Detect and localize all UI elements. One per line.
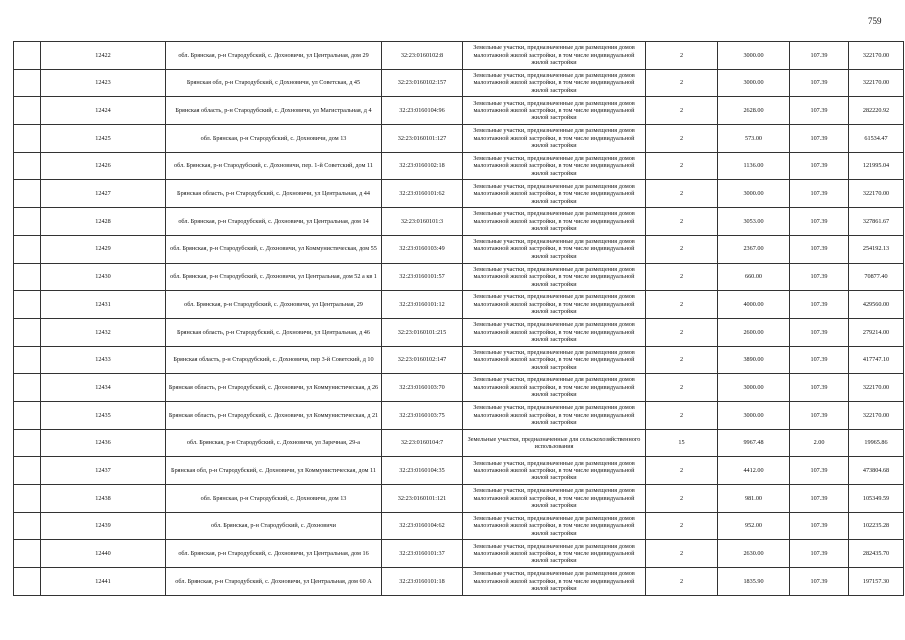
- land-use-cell: Земельные участки, предназначенные для размещения домов малоэтажной жилой застройки, в том числе индивидуальной жилой застройки: [463, 125, 646, 153]
- cadastral-value-cell: 197157.30: [849, 568, 904, 596]
- cadastral-value-cell: 322170.00: [849, 180, 904, 208]
- land-use-cell: Земельные участки, предназначенные для размещения домов малоэтажной жилой застройки, в том числе индивидуальной жилой застройки: [463, 374, 646, 402]
- rate-cell: 107.39: [790, 263, 849, 291]
- land-use-cell: Земельные участки, предназначенные для размещения домов малоэтажной жилой застройки, в том числе индивидуальной жилой застройки: [463, 69, 646, 97]
- land-use-cell: Земельные участки, предназначенные для размещения домов малоэтажной жилой застройки, в том числе индивидуальной жилой застройки: [463, 318, 646, 346]
- cadastral-value-cell: 19965.86: [849, 429, 904, 457]
- address-cell: обл. Брянская, р-н Стародубский, с. Дохновичи, ул Центральная, дом 14: [166, 208, 382, 236]
- cadastral-number-cell: 32:23:0160101:215: [382, 318, 463, 346]
- rate-cell: 107.39: [790, 125, 849, 153]
- area-cell: 4000.00: [718, 291, 790, 319]
- table-row: [14, 125, 904, 153]
- cadastral-value-cell: 70877.40: [849, 263, 904, 291]
- cadastral-value-cell: 102235.28: [849, 512, 904, 540]
- cadastral-number-cell: 32:23:0160101:127: [382, 125, 463, 153]
- rate-cell: 2.00: [790, 429, 849, 457]
- land-use-cell: Земельные участки, предназначенные для размещения домов малоэтажной жилой застройки, в том числе индивидуальной жилой застройки: [463, 263, 646, 291]
- area-cell: 9967.48: [718, 429, 790, 457]
- land-use-cell: Земельные участки, предназначенные для размещения домов малоэтажной жилой застройки, в том числе индивидуальной жилой застройки: [463, 512, 646, 540]
- group-cell: 2: [646, 374, 718, 402]
- rate-cell: 107.39: [790, 208, 849, 236]
- address-cell: Брянская область, р-н Стародубский, с. Дохновичи, ул Центральная, д 44: [166, 180, 382, 208]
- cadastral-number-cell: 32:23:0160102:157: [382, 69, 463, 97]
- rate-cell: 107.39: [790, 42, 849, 70]
- table-row: [14, 152, 904, 180]
- cadastral-number-cell: 32:23:0160102:147: [382, 346, 463, 374]
- page-number: 759: [868, 16, 882, 26]
- address-cell: обл. Брянская, р-н Стародубский, с. Дохновичи, ул Центральная, дом 16: [166, 540, 382, 568]
- row-number-cell: 12434: [41, 374, 166, 402]
- group-cell: 2: [646, 318, 718, 346]
- cadastral-value-cell: 282220.92: [849, 97, 904, 125]
- table-row: [14, 346, 904, 374]
- group-cell: 2: [646, 42, 718, 70]
- rate-cell: 107.39: [790, 235, 849, 263]
- address-cell: Брянская область, р-н Стародубский, с. Дохновичи, ул Коммунистическая, д 21: [166, 401, 382, 429]
- row-number-cell: 12438: [41, 485, 166, 513]
- land-use-cell: Земельные участки, предназначенные для размещения домов малоэтажной жилой застройки, в том числе индивидуальной жилой застройки: [463, 346, 646, 374]
- cadastral-value-cell: 322170.00: [849, 401, 904, 429]
- area-cell: 3000.00: [718, 401, 790, 429]
- address-cell: обл. Брянская, р-н Стародубский, с. Дохновичи, ул Коммунистическая, дом 55: [166, 235, 382, 263]
- cadastral-value-cell: 417747.10: [849, 346, 904, 374]
- row-number-cell: 12437: [41, 457, 166, 485]
- cadastral-number-cell: 32:23:0160104:35: [382, 457, 463, 485]
- row-number-cell: 12422: [41, 42, 166, 70]
- blank-cell: [14, 263, 41, 291]
- row-number-cell: 12429: [41, 235, 166, 263]
- row-number-cell: 12439: [41, 512, 166, 540]
- land-use-cell: Земельные участки, предназначенные для размещения домов малоэтажной жилой застройки, в том числе индивидуальной жилой застройки: [463, 291, 646, 319]
- blank-cell: [14, 208, 41, 236]
- blank-cell: [14, 125, 41, 153]
- table-row: [14, 42, 904, 70]
- rate-cell: 107.39: [790, 512, 849, 540]
- area-cell: 3000.00: [718, 69, 790, 97]
- table-row: [14, 180, 904, 208]
- row-number-cell: 12428: [41, 208, 166, 236]
- land-use-cell: Земельные участки, предназначенные для размещения домов малоэтажной жилой застройки, в том числе индивидуальной жилой застройки: [463, 401, 646, 429]
- row-number-cell: 12426: [41, 152, 166, 180]
- blank-cell: [14, 152, 41, 180]
- area-cell: 3053.00: [718, 208, 790, 236]
- table-row: [14, 401, 904, 429]
- table-row: [14, 512, 904, 540]
- row-number-cell: 12435: [41, 401, 166, 429]
- blank-cell: [14, 42, 41, 70]
- cadastral-value-cell: 279214.00: [849, 318, 904, 346]
- land-use-cell: Земельные участки, предназначенные для размещения домов малоэтажной жилой застройки, в том числе индивидуальной жилой застройки: [463, 152, 646, 180]
- rate-cell: 107.39: [790, 97, 849, 125]
- land-use-cell: Земельные участки, предназначенные для размещения домов малоэтажной жилой застройки, в том числе индивидуальной жилой застройки: [463, 568, 646, 596]
- group-cell: 2: [646, 457, 718, 485]
- table-row: [14, 97, 904, 125]
- group-cell: 2: [646, 263, 718, 291]
- area-cell: 2628.00: [718, 97, 790, 125]
- cadastral-number-cell: 32:23:0160101:57: [382, 263, 463, 291]
- area-cell: 1835.90: [718, 568, 790, 596]
- table-row: [14, 263, 904, 291]
- row-number-cell: 12431: [41, 291, 166, 319]
- cadastral-number-cell: 32:23:0160101:62: [382, 180, 463, 208]
- land-use-cell: Земельные участки, предназначенные для размещения домов малоэтажной жилой застройки, в том числе индивидуальной жилой застройки: [463, 485, 646, 513]
- area-cell: 3890.00: [718, 346, 790, 374]
- rate-cell: 107.39: [790, 485, 849, 513]
- group-cell: 2: [646, 512, 718, 540]
- cadastral-number-cell: 32:23:0160104:96: [382, 97, 463, 125]
- row-number-cell: 12441: [41, 568, 166, 596]
- area-cell: 660.00: [718, 263, 790, 291]
- row-number-cell: 12436: [41, 429, 166, 457]
- table-row: [14, 457, 904, 485]
- cadastral-number-cell: 32:23:0160103:49: [382, 235, 463, 263]
- cadastral-number-cell: 32:23:0160104:7: [382, 429, 463, 457]
- address-cell: обл. Брянская, р-н Стародубский, с. Дохновичи, дом 13: [166, 125, 382, 153]
- address-cell: Брянская область, р-н Стародубский, с. Дохновичи, ул Центральная, д 46: [166, 318, 382, 346]
- blank-cell: [14, 291, 41, 319]
- address-cell: обл. Брянская, р-н Стародубский, с. Дохновичи, ул Центральная, 29: [166, 291, 382, 319]
- area-cell: 4412.00: [718, 457, 790, 485]
- group-cell: 2: [646, 69, 718, 97]
- blank-cell: [14, 97, 41, 125]
- cadastral-number-cell: 32:23:0160101:18: [382, 568, 463, 596]
- address-cell: Брянская область, р-н Стародубский, с. Дохновичи, ул Магистральная, д 4: [166, 97, 382, 125]
- group-cell: 2: [646, 540, 718, 568]
- rate-cell: 107.39: [790, 401, 849, 429]
- blank-cell: [14, 374, 41, 402]
- blank-cell: [14, 568, 41, 596]
- table-row: [14, 318, 904, 346]
- cadastral-number-cell: 32:23:0160101:121: [382, 485, 463, 513]
- cadastral-value-cell: 429560.00: [849, 291, 904, 319]
- address-cell: Брянская обл, р-н Стародубский, с. Дохновичи, ул Коммунистическая, дом 11: [166, 457, 382, 485]
- group-cell: 2: [646, 401, 718, 429]
- rate-cell: 107.39: [790, 346, 849, 374]
- area-cell: 1136.00: [718, 152, 790, 180]
- blank-cell: [14, 540, 41, 568]
- row-number-cell: 12424: [41, 97, 166, 125]
- blank-cell: [14, 180, 41, 208]
- blank-cell: [14, 512, 41, 540]
- area-cell: 3000.00: [718, 374, 790, 402]
- cadastral-value-cell: 327861.67: [849, 208, 904, 236]
- address-cell: обл. Брянская, р-н Стародубский, с. Дохновичи, ул Заречная, 29-а: [166, 429, 382, 457]
- row-number-cell: 12433: [41, 346, 166, 374]
- address-cell: Брянская обл, р-н Стародубский, с Дохновичи, ул Советская, д 45: [166, 69, 382, 97]
- cadastral-value-cell: 282435.70: [849, 540, 904, 568]
- table-row: [14, 429, 904, 457]
- cadastral-number-cell: 32:23:0160103:70: [382, 374, 463, 402]
- land-use-cell: Земельные участки, предназначенные для размещения домов малоэтажной жилой застройки, в том числе индивидуальной жилой застройки: [463, 540, 646, 568]
- land-use-cell: Земельные участки, предназначенные для размещения домов малоэтажной жилой застройки, в том числе индивидуальной жилой застройки: [463, 457, 646, 485]
- group-cell: 2: [646, 291, 718, 319]
- area-cell: 2367.00: [718, 235, 790, 263]
- cadastral-value-table: [13, 41, 904, 596]
- group-cell: 2: [646, 152, 718, 180]
- land-use-cell: Земельные участки, предназначенные для размещения домов малоэтажной жилой застройки, в том числе индивидуальной жилой застройки: [463, 42, 646, 70]
- area-cell: 3000.00: [718, 42, 790, 70]
- group-cell: 2: [646, 125, 718, 153]
- group-cell: 2: [646, 180, 718, 208]
- land-use-cell: Земельные участки, предназначенные для размещения домов малоэтажной жилой застройки, в том числе индивидуальной жилой застройки: [463, 180, 646, 208]
- address-cell: обл. Брянская, р-н Стародубский, с. Дохновичи: [166, 512, 382, 540]
- group-cell: 2: [646, 97, 718, 125]
- row-number-cell: 12432: [41, 318, 166, 346]
- rate-cell: 107.39: [790, 540, 849, 568]
- address-cell: обл. Брянская, р-н Стародубский, с. Дохновичи, ул Центральная, дом 60 А: [166, 568, 382, 596]
- area-cell: 981.00: [718, 485, 790, 513]
- cadastral-value-cell: 105349.59: [849, 485, 904, 513]
- blank-cell: [14, 485, 41, 513]
- land-use-cell: Земельные участки, предназначенные для размещения домов малоэтажной жилой застройки, в том числе индивидуальной жилой застройки: [463, 235, 646, 263]
- area-cell: 3000.00: [718, 180, 790, 208]
- land-use-cell: Земельные участки, предназначенные для размещения домов малоэтажной жилой застройки, в том числе индивидуальной жилой застройки: [463, 97, 646, 125]
- cadastral-number-cell: 32:23:0160103:75: [382, 401, 463, 429]
- area-cell: 573.00: [718, 125, 790, 153]
- area-cell: 2600.00: [718, 318, 790, 346]
- address-cell: обл. Брянская, р-н Стародубский, с. Дохновичи, пер. 1-й Советский, дом 11: [166, 152, 382, 180]
- address-cell: обл. Брянская, р-н Стародубский, с. Дохновичи, дом 13: [166, 485, 382, 513]
- row-number-cell: 12440: [41, 540, 166, 568]
- blank-cell: [14, 346, 41, 374]
- blank-cell: [14, 318, 41, 346]
- table-row: [14, 568, 904, 596]
- group-cell: 2: [646, 235, 718, 263]
- area-cell: 952.00: [718, 512, 790, 540]
- rate-cell: 107.39: [790, 69, 849, 97]
- address-cell: Брянская область, р-н Стародубский, с. Дохновичи, ул Коммунистическая, д 26: [166, 374, 382, 402]
- rate-cell: 107.39: [790, 291, 849, 319]
- rate-cell: 107.39: [790, 457, 849, 485]
- table-row: [14, 208, 904, 236]
- row-number-cell: 12425: [41, 125, 166, 153]
- address-cell: Брянская область, р-н Стародубский, с. Дохновичи, пер 3-й Советский, д 10: [166, 346, 382, 374]
- group-cell: 2: [646, 346, 718, 374]
- table-row: [14, 69, 904, 97]
- land-use-cell: Земельные участки, предназначенные для размещения домов малоэтажной жилой застройки, в том числе индивидуальной жилой застройки: [463, 208, 646, 236]
- address-cell: обл. Брянская, р-н Стародубский, с. Дохновичи, ул Центральная, дом 52 а кв 1: [166, 263, 382, 291]
- cadastral-number-cell: 32:23:0160102:18: [382, 152, 463, 180]
- table-row: [14, 485, 904, 513]
- row-number-cell: 12427: [41, 180, 166, 208]
- rate-cell: 107.39: [790, 568, 849, 596]
- cadastral-value-cell: 322170.00: [849, 69, 904, 97]
- group-cell: 2: [646, 208, 718, 236]
- row-number-cell: 12430: [41, 263, 166, 291]
- cadastral-number-cell: 32:23:0160101:3: [382, 208, 463, 236]
- cadastral-value-cell: 121995.04: [849, 152, 904, 180]
- cadastral-value-cell: 473804.68: [849, 457, 904, 485]
- rate-cell: 107.39: [790, 318, 849, 346]
- group-cell: 15: [646, 429, 718, 457]
- table-row: [14, 235, 904, 263]
- blank-cell: [14, 235, 41, 263]
- group-cell: 2: [646, 485, 718, 513]
- rate-cell: 107.39: [790, 152, 849, 180]
- cadastral-value-cell: 322170.00: [849, 42, 904, 70]
- rate-cell: 107.39: [790, 180, 849, 208]
- cadastral-number-cell: 32:23:0160101:12: [382, 291, 463, 319]
- table-row: [14, 374, 904, 402]
- cadastral-value-cell: 254192.13: [849, 235, 904, 263]
- blank-cell: [14, 429, 41, 457]
- cadastral-number-cell: 32:23:0160104:62: [382, 512, 463, 540]
- blank-cell: [14, 69, 41, 97]
- table-row: [14, 540, 904, 568]
- blank-cell: [14, 401, 41, 429]
- table-row: [14, 291, 904, 319]
- group-cell: 2: [646, 568, 718, 596]
- address-cell: обл. Брянская, р-н Стародубский, с. Дохновичи, ул Центральная, дом 29: [166, 42, 382, 70]
- area-cell: 2630.00: [718, 540, 790, 568]
- cadastral-number-cell: 32:23:0160101:37: [382, 540, 463, 568]
- row-number-cell: 12423: [41, 69, 166, 97]
- blank-cell: [14, 457, 41, 485]
- land-use-cell: Земельные участки, предназначенные для сельскохозяйственного использования: [463, 429, 646, 457]
- cadastral-number-cell: 32:23:0160102:8: [382, 42, 463, 70]
- cadastral-value-cell: 322170.00: [849, 374, 904, 402]
- rate-cell: 107.39: [790, 374, 849, 402]
- cadastral-value-cell: 61534.47: [849, 125, 904, 153]
